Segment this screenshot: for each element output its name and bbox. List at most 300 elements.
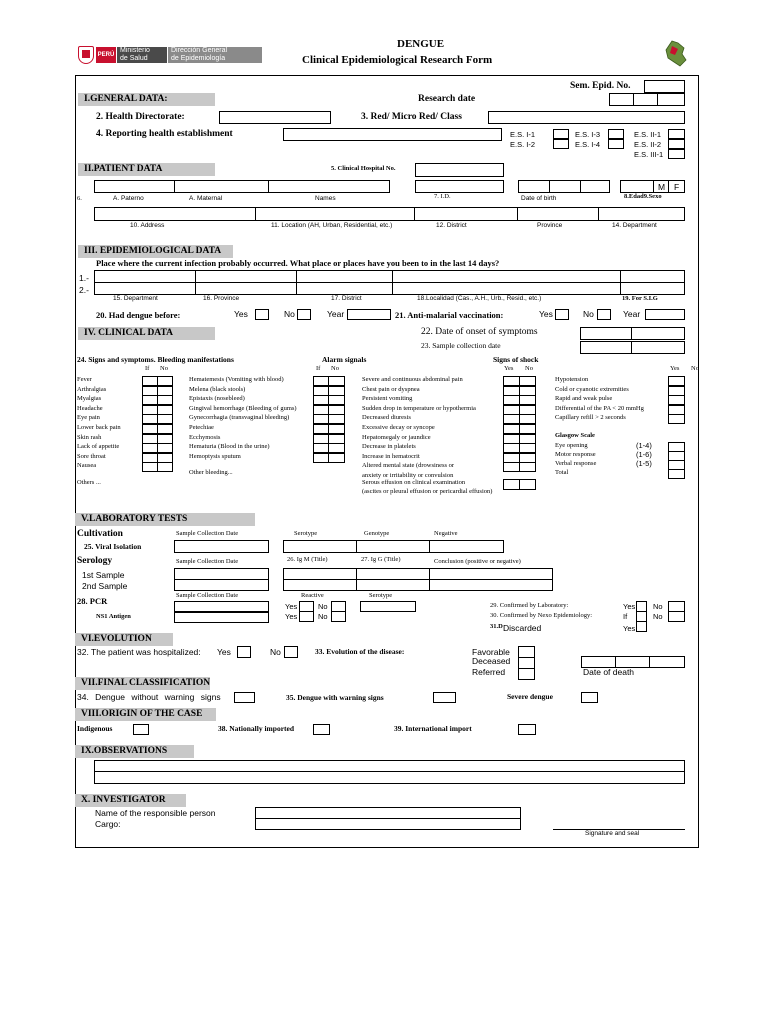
section-laboratory: V.LABORATORY TESTS [75,513,255,526]
symptom-label: Eye pain [77,414,100,422]
section-origin: VIII.ORIGIN OF THE CASE [75,708,216,721]
bleeding-if-check[interactable] [313,443,329,453]
col-no-3: No [525,365,533,372]
with-warning-check[interactable] [433,692,456,703]
symptom-label: Lack of appetite [77,443,120,451]
antimalarial-yes-label: Yes [539,309,553,319]
health-directorate-input[interactable] [219,111,331,124]
bleeding-if-check[interactable] [313,386,329,396]
address-input[interactable] [94,207,256,221]
es-i3-check[interactable] [608,129,624,139]
department-input[interactable] [598,207,685,221]
sex-m-check[interactable] [653,180,669,193]
edad-input[interactable] [620,180,654,193]
es-ii2-check[interactable] [668,139,685,149]
international-import-label: 39. International import [394,724,472,733]
id-label: 7. I.D. [434,193,451,200]
es-i4-label: E.S. I-4 [575,140,601,149]
red-micro-label: 3. Red/ Micro Red/ Class [361,112,462,122]
had-dengue-year-input[interactable] [347,309,391,320]
symptom-no-check[interactable] [157,395,173,405]
bleeding-no-check[interactable] [328,414,345,424]
eye-range: (1-4) [636,441,652,450]
shock-label: Hypotension [555,376,589,383]
shock-yes-check[interactable] [668,386,685,396]
symptom-label: Nausea [77,462,97,470]
sex-f-label: F [674,182,680,192]
alarm-no-check[interactable] [519,405,536,415]
symptom-no-check[interactable] [157,405,173,415]
no-warning-check[interactable] [234,692,255,703]
ns1-scd-input[interactable] [174,612,269,623]
shock-label: Differential of the PA < 20 mmHg [555,404,644,412]
viral-scd-input[interactable] [174,540,269,553]
peru-shield-icon [78,46,94,64]
bleeding-no-check[interactable] [328,386,345,396]
hospitalized-no-label: No [270,647,281,657]
location-input[interactable] [255,207,415,221]
bleeding-if-check[interactable] [313,414,329,424]
national-import-check[interactable] [313,724,330,735]
ns1-yes-check[interactable] [299,611,314,622]
scd-label-2: Sample Collection Date [176,558,239,565]
materno-label: A. Maternal [189,195,223,202]
bleeding-label: Ecchymosis [189,433,221,441]
indigenous-check[interactable] [133,724,149,735]
research-date-day[interactable] [609,93,634,106]
paterno-input[interactable] [94,180,175,193]
infection-place-question: Place where the current infection probably occurred. What place or places have you been to in the last 14 days? [96,258,500,268]
alarm-no-check[interactable] [519,424,536,434]
eye-opening-label: Eye opening [555,442,588,449]
pcr-label: 28. PCR [77,596,108,606]
total-score-input[interactable] [668,469,685,479]
q30-if-label: If [623,612,628,621]
bleeding-if-check[interactable] [313,405,329,415]
section-epidemiological: III. EPIDEMIOLOGICAL DATA [78,245,233,258]
symptom-no-check[interactable] [157,453,173,463]
symptom-no-check[interactable] [157,386,173,396]
antimalarial-yes-check[interactable] [555,309,569,320]
clinical-hospital-input[interactable] [415,163,504,177]
sample-date-input-a[interactable] [580,341,632,354]
alarm-label: Hepatomegaly or jaundice [362,433,431,441]
patient-n6-label: 6. [77,195,82,202]
signature-label: Signature and seal [585,830,640,837]
pcr-yes-label: Yes [285,602,298,611]
serous-label-1: Serous effusion on clinical examination [362,479,466,486]
scd-label-3: Sample Collection Date [176,592,239,599]
place-col17-label: 17. District [331,295,362,302]
alarm-yes-check[interactable] [503,414,520,424]
clinical-hospital-label: 5. Clinical Hospital No. [331,165,396,172]
alarm-signals-label: Alarm signals [322,355,367,364]
verbal-label: Verbal response [555,460,597,467]
reporting-input[interactable] [283,128,502,141]
had-dengue-label: 20. Had dengue before: [96,310,181,320]
province-label: Province [537,222,563,229]
antimalarial-label: 21. Anti-malarial vaccination: [395,310,504,320]
had-dengue-yes-label: Yes [234,309,248,319]
onset-date-label: 22. Date of onset of symptoms [421,327,538,337]
alarm-no-check[interactable] [519,462,536,472]
form-subtitle: Clinical Epidemiological Research Form [302,54,493,66]
shock-label: Rapid and weak pulse [555,395,613,403]
pcr-serotype-input[interactable] [360,601,416,612]
place-row2-label: 2.- [79,285,89,295]
alarm-yes-check[interactable] [503,405,520,415]
favorable-label: Favorable [472,647,510,657]
logo-ministry [117,47,167,63]
signs-shock-label: Signs of shock [493,355,539,364]
sample-date-input-b[interactable] [631,341,685,354]
paterno-label: A. Paterno [113,195,144,202]
bleeding-label: Melena (black stools) [189,385,246,393]
serous-label-2: (ascites or pleural effusion or pericardial effusion) [362,488,493,495]
glasgow-label: Glasgow Scale [555,432,595,439]
col-yes-3: Yes [504,365,514,372]
other-bleeding-label: Other bleeding... [189,469,233,476]
symptom-if-check[interactable] [142,414,158,424]
alarm-yes-check[interactable] [503,424,520,434]
place-col19-label: 19. For S.I.G [622,295,658,302]
shock-yes-check[interactable] [668,395,685,405]
onset-date-input-b[interactable] [631,327,685,340]
motor-range: (1-6) [636,450,652,459]
ns1-no-label: No [318,612,328,621]
alarm-label: Chest pain or dyspnea [362,385,420,393]
sex-f-check[interactable] [668,180,685,193]
no-warning-label: 34. Dengue without warning signs [77,692,221,702]
bleeding-if-check[interactable] [313,453,329,463]
serotype-label-1: Serotype [294,530,318,537]
symptom-no-check[interactable] [157,376,173,386]
col-if-1: If [145,365,150,372]
es-i2-check[interactable] [553,139,569,149]
symptom-label: Myalgias [77,395,102,403]
es-i1-label: E.S. I-1 [510,130,536,139]
negative-label: Negative [434,530,458,537]
alarm-yes-check[interactable] [503,395,520,405]
onset-date-input-a[interactable] [580,327,632,340]
pcr-scd-input[interactable] [174,601,269,612]
es-i4-check[interactable] [608,139,624,149]
es-iii1-label: E.S. III-1 [634,150,664,159]
international-import-check[interactable] [518,724,536,735]
bleeding-label: Epistaxis (nosebleed) [189,395,245,403]
cultivation-label: Cultivation [77,529,123,539]
second-sample-label: 2nd Sample [82,581,128,591]
antimalarial-no-label: No [583,309,594,319]
alarm-no-check[interactable] [519,386,536,396]
serotype-label-2: Serotype [369,592,393,599]
research-date-month[interactable] [633,93,658,106]
col-no-4: No [691,365,699,372]
hospitalized-label: 32. The patient was hospitalized: [77,647,201,657]
place-col15-label: 15. Department [113,295,158,302]
location-label: 11. Location (AH, Urban, Residential, etc.) [271,222,393,229]
antimalarial-no-check[interactable] [597,309,611,320]
antimalarial-year-label: Year [623,309,641,319]
symptom-if-check[interactable] [142,462,158,472]
shock-label: Capillary refill > 2 seconds [555,414,626,422]
serous-yes-check[interactable] [503,479,520,490]
col-no-2: No [331,365,339,372]
symptom-label: Arthralgias [77,385,107,393]
igm-label: 26. Ig M (Title) [287,556,328,563]
bleeding-label: Hemoptysis sputum [189,452,241,460]
serology-label: Serology [77,556,113,566]
es-ii1-label: E.S. II-1 [634,130,662,139]
symptom-if-check[interactable] [142,395,158,405]
sample-date-label: 23. Sample collection date [421,341,501,350]
alarm-no-check[interactable] [519,414,536,424]
had-dengue-yes-check[interactable] [255,309,269,320]
q31-yes-label: Yes [623,624,636,633]
symptom-if-check[interactable] [142,376,158,386]
referred-check[interactable] [518,668,535,680]
q31-yes-check[interactable] [636,621,647,632]
research-date-label: Research date [418,94,476,104]
severe-label: Severe dengue [507,692,553,701]
death-date-label: Date of death [583,667,635,677]
symptom-label: Fever [77,376,92,383]
alarm-yes-check[interactable] [503,434,520,444]
bleeding-no-check[interactable] [328,434,345,444]
bleeding-no-check[interactable] [328,453,345,463]
conclusion-label: Conclusion (positive or negative) [434,558,521,565]
shock-yes-check[interactable] [668,376,685,386]
red-micro-input[interactable] [488,111,685,124]
district-label: 12. District [436,222,467,229]
es-i3-label: E.S. I-3 [575,130,601,139]
alarm-label: Decreased diuresis [362,414,411,422]
names-input[interactable] [268,180,390,193]
alarm-yes-check[interactable] [503,376,520,386]
hospitalized-no-check[interactable] [284,646,298,658]
bleeding-if-check[interactable] [313,376,329,386]
cargo-input[interactable] [255,818,521,830]
logo-minsa [78,44,262,66]
symptom-if-check[interactable] [142,434,158,444]
bleeding-label: Gynecorrhagia (transvaginal bleeding) [189,414,290,422]
antimalarial-year-input[interactable] [645,309,685,320]
with-warning-label: 35. Dengue with warning signs [286,693,384,702]
bleeding-if-check[interactable] [313,434,329,444]
symptom-if-check[interactable] [142,405,158,415]
alarm-label: Excessive decay or syncope [362,424,435,431]
bleeding-label: Gingival hemorrhage (Bleeding of gums) [189,404,297,412]
symptom-no-check[interactable] [157,434,173,444]
reactive-label: Reactive [301,592,324,599]
q29-yes-label: Yes [623,602,636,611]
q30-no-check[interactable] [668,611,685,622]
alarm-label: Decrease in platelets [362,443,416,451]
logo-direction [168,47,262,63]
es-iii1-check[interactable] [668,149,685,159]
q30-label: 30. Confirmed by Nexo Epidemiology: [490,612,593,619]
symptom-label: Skin rash [77,433,102,441]
discarded-label: Discarded [503,623,542,633]
address-label: 10. Address [130,222,165,229]
shock-yes-check[interactable] [668,414,685,424]
hospitalized-yes-label: Yes [217,647,231,657]
place-row1-label: 1.- [79,273,89,283]
viral-isolation-label: 25. Viral Isolation [84,542,142,551]
deceased-label: Deceased [472,656,511,666]
health-directorate-label: 2. Health Directorate: [96,112,185,122]
serous-no-check[interactable] [519,479,536,490]
department-label: 14. Department [612,222,657,229]
logo-direction-line2: de Epidemiología [171,55,226,62]
alarm-yes-check[interactable] [503,462,520,472]
edad-sexo-label: 8.Edad9.Sexo [624,193,662,200]
bleeding-no-check[interactable] [328,395,345,405]
first-sample-label: 1st Sample [82,570,125,580]
signs-symptoms-label: 24. Signs and symptoms. Bleeding manifestations [77,355,234,364]
responsible-name-label: Name of the responsible person [95,808,216,818]
indigenous-label: Indigenous [77,724,113,733]
logo-peru: PERÚ [96,47,116,63]
dob-month[interactable] [549,180,581,193]
col-yes-4: Yes [670,365,680,372]
alarm-no-check[interactable] [519,453,536,463]
bleeding-no-check[interactable] [328,443,345,453]
symptom-if-check[interactable] [142,443,158,453]
symptom-label: Sore throat [77,452,106,460]
alarm-no-check[interactable] [519,376,536,386]
section-observations: IX.OBSERVATIONS [75,745,194,758]
alarm-no-check[interactable] [519,395,536,405]
id-input[interactable] [415,180,504,193]
symptom-if-check[interactable] [142,424,158,434]
form-title: DENGUE [397,38,445,50]
bleeding-label: Petechiae [189,424,214,431]
bleeding-if-check[interactable] [313,424,329,434]
place-col18-label: 18.Localidad (Cas., A.H., Urb., Resid., etc.) [417,295,542,302]
shock-label: Cold or cyanotic extremities [555,385,629,393]
symptom-if-check[interactable] [142,453,158,463]
shock-yes-check[interactable] [668,405,685,415]
peru-map-icon [664,40,688,68]
bleeding-no-check[interactable] [328,405,345,415]
section-investigator: X. INVESTIGATOR [75,794,186,807]
alarm-yes-check[interactable] [503,453,520,463]
igg-label: 27. Ig G (Title) [361,556,401,563]
symptom-no-check[interactable] [157,424,173,434]
es-ii2-label: E.S. II-2 [634,140,662,149]
motor-label: Motor response [555,451,596,458]
alarm-label: Severe and continuous abdominal pain [362,376,463,383]
dob-day[interactable] [518,180,550,193]
names-label: Names [315,195,336,202]
q30-no-label: No [653,612,663,621]
death-date-year[interactable] [649,656,685,668]
dob-label: Date of birth [521,195,557,202]
verbal-range: (1-5) [636,459,652,468]
bleeding-if-check[interactable] [313,395,329,405]
pcr-no-label: No [318,602,328,611]
alarm-yes-check[interactable] [503,443,520,453]
cargo-label: Cargo: [95,819,121,829]
others-label: Others ... [77,479,101,486]
logo-ministry-line1: Ministerio [120,47,150,54]
section-patient: II.PATIENT DATA [78,163,215,176]
symptom-label: Headache [77,404,103,412]
research-date-year[interactable] [657,93,685,106]
q29-label: 29. Confirmed by Laboratory: [490,602,569,609]
had-dengue-no-check[interactable] [297,309,311,320]
alarm-label: Increase in hematocrit [362,452,420,460]
symptom-if-check[interactable] [142,386,158,396]
es-i1-check[interactable] [553,129,569,139]
alarm-no-check[interactable] [519,443,536,453]
section-general: I.GENERAL DATA: [78,93,215,106]
evolution-disease-label: 33. Evolution of the disease: [315,647,405,656]
symptom-label: Lower back pain [77,424,121,431]
es-i2-label: E.S. I-2 [510,140,536,149]
province-input[interactable] [517,207,599,221]
dob-year[interactable] [580,180,610,193]
national-import-label: 38. Nationally imported [218,724,295,733]
ns1-label: NS1 Antigen [96,613,131,620]
had-dengue-year-label: Year [327,309,345,319]
symptom-no-check[interactable] [157,414,173,424]
bleeding-label: Hematemesis (Vomiting with blood) [189,376,284,383]
es-ii1-check[interactable] [668,129,685,139]
section-clinical: IV. CLINICAL DATA [78,327,215,340]
section-final: VII.FINAL CLASSIFICATION [75,677,210,690]
logo-ministry-line2: de Salud [120,55,148,62]
sem-epid-input[interactable] [644,80,685,93]
severe-check[interactable] [581,692,598,703]
alarm-label: Altered mental state (drowsiness or [362,462,455,470]
symptom-no-check[interactable] [157,443,173,453]
materno-input[interactable] [174,180,269,193]
section-evolution: VI.EVOLUTION [75,633,173,646]
q31-label: 31.D [490,623,503,630]
genotype-label: Genotype [364,530,390,537]
ns1-yes-label: Yes [285,612,298,621]
district-input[interactable] [414,207,518,221]
sex-m-label: M [658,182,666,192]
observations-input[interactable] [94,760,685,784]
alarm-yes-check[interactable] [503,386,520,396]
bleeding-no-check[interactable] [328,424,345,434]
reporting-label: 4. Reporting health establishment [96,129,233,139]
col-no-1: No [160,365,168,372]
alarm-label: anxiety or irritability or convulsion [362,472,454,479]
hospitalized-yes-check[interactable] [237,646,251,658]
logo-direction-line1: Dirección General [171,47,228,54]
alarm-label: Persistent vomiting [362,395,413,403]
col-if-2: If [316,365,321,372]
scd-label-1: Sample Collection Date [176,530,239,537]
alarm-no-check[interactable] [519,434,536,444]
total-label: Total [555,469,569,476]
q29-no-label: No [653,602,663,611]
alarm-label: Sudden drop in temperature or hypothermia [362,404,476,412]
bleeding-no-check[interactable] [328,376,345,386]
symptom-no-check[interactable] [157,462,173,472]
viral-serotype-input[interactable] [283,540,504,553]
sem-epid-label: Sem. Epid. No. [570,81,631,91]
referred-label: Referred [472,667,506,677]
had-dengue-no-label: No [284,309,295,319]
ns1-no-check[interactable] [331,611,346,622]
place-col16-label: 16. Province [203,295,240,302]
bleeding-label: Hematuria (Blood in the urine) [189,443,270,451]
